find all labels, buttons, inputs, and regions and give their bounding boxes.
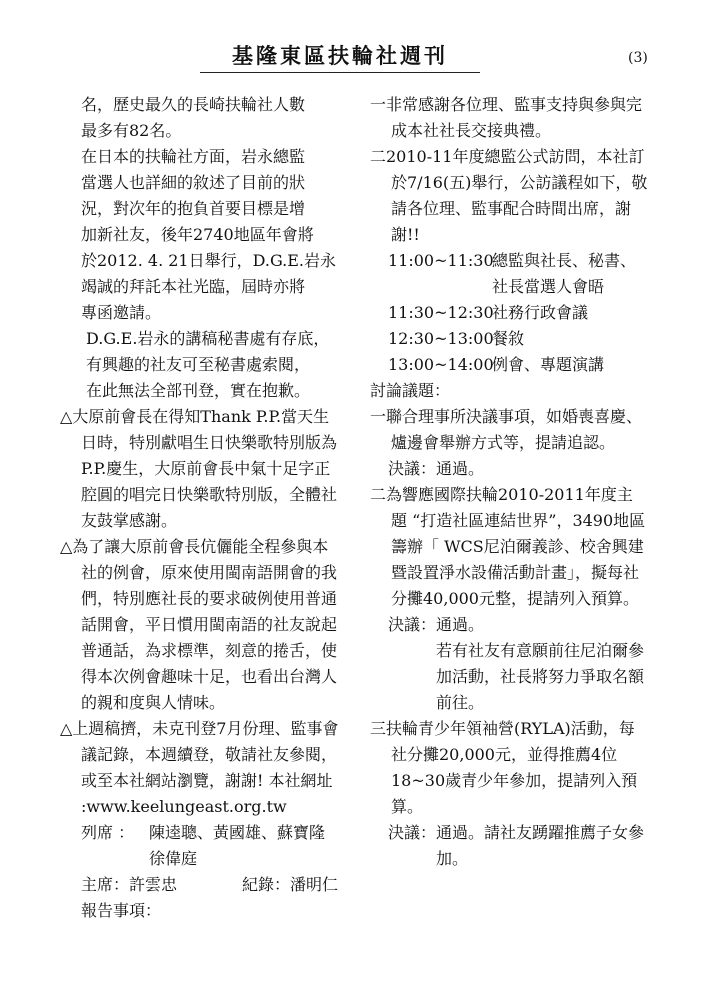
discussion-heading: 討論議題： xyxy=(370,381,451,400)
meeting-officers xyxy=(60,872,342,898)
text-line: 在此無法全部刊登，實在抱歉。 xyxy=(86,381,311,400)
attendees-label: 列席 ： xyxy=(81,823,135,842)
left-column xyxy=(60,92,342,924)
resolution-2 xyxy=(370,612,648,638)
header-rule xyxy=(200,72,480,73)
attendees-line: 徐偉庭 xyxy=(149,849,198,868)
text-line: 況，對次年的抱負首要目標是增 xyxy=(81,199,306,218)
resolution-label: 決議： xyxy=(388,615,437,634)
schedule-event: 社務行政會議 xyxy=(492,303,589,322)
attendees-list xyxy=(149,820,325,872)
news-item-mandarin-meeting: △為了讓大原前會長伉儷能全程參與本社的例會，原來使用閩南語開會的我們，特別應社長的要求破例使用普通話開會，平日慣用閩南語的社友說起普通話，為求標準，刻意的捲舌，使得本次例會趣味十足，也看出台灣人的親和度與人情味。 xyxy=(60,537,338,712)
recorder: 紀錄：潘明仁 xyxy=(241,875,338,894)
chairperson: 主席：許雲忠 xyxy=(81,875,178,894)
schedule-row xyxy=(370,326,648,352)
page-number: (3) xyxy=(628,50,648,66)
resolution-text: 通過。請社友踴躍推薦子女參加。 xyxy=(436,823,645,868)
attendees-line: 陳逵聰、黃國雄、蘇寶隆 xyxy=(149,823,326,842)
resolution-label: 決議： xyxy=(388,823,437,842)
schedule-event: 例會、專題演講 xyxy=(492,355,605,374)
resolution-text: 通過。 xyxy=(436,615,485,634)
attendees xyxy=(60,820,342,872)
schedule-time: 13:00~14:00 xyxy=(388,355,494,374)
text-line: 最多有82名。 xyxy=(81,121,182,140)
schedule-time: 11:00~11:30 xyxy=(388,251,494,270)
text-line: D.G.E.岩永的講稿秘書處有存底， xyxy=(86,329,330,348)
paragraph-speech-copy xyxy=(60,326,342,404)
text-line: 專函邀請。 xyxy=(81,303,162,322)
report-item-2: 二2010-11年度總監公式訪問，本社訂於7/16(五)舉行，公訪議程如下，敬請各位理、監事配合時間出席，謝謝!! xyxy=(370,147,648,244)
text-line: 加新社友，後年2740地區年會將 xyxy=(81,225,314,244)
news-item-birthday-song: △大原前會長在得知Thank P.P.當天生日時，特別獻唱生日快樂歌特別版為P.P.慶生，大原前會長中氣十足字正腔圓的唱完日快樂歌特別版，全體社友鼓掌感謝。 xyxy=(60,407,338,530)
resolution-label: 決議： xyxy=(388,459,437,478)
news-item-board-minutes: △上週稿擠，未克刊登7月份理、監事會議記錄，本週續登，敬請社友參閱，或至本社網站瀏覽，謝謝! 本社網址 :www.keelungeast.org.tw xyxy=(60,719,339,816)
schedule-event: 總監與社長、秘書、社長當選人會晤 xyxy=(492,251,637,296)
text-line: 在日本的扶輪社方面，岩永總監 xyxy=(81,147,306,166)
resolution-3 xyxy=(370,820,648,872)
newsletter-title: 基隆東區扶輪社週刊 xyxy=(232,43,448,68)
schedule-time: 11:30~12:30 xyxy=(388,303,494,322)
discussion-item-3: 三扶輪青少年領袖營(RYLA)活動，每社分攤20,000元，並得推薦4位18~30歲青少年參加，提請列入預算。 xyxy=(370,719,638,816)
schedule-row xyxy=(370,248,648,300)
text-line: 名，歷史最久的長崎扶輪社人數 xyxy=(81,95,306,114)
report-item-1: 一非常感謝各位理、監事支持與參與完成本社社長交接典禮。 xyxy=(370,95,643,140)
visit-schedule xyxy=(370,248,648,378)
right-column xyxy=(370,92,648,872)
text-line: 當選人也詳細的敘述了目前的狀 xyxy=(81,173,306,192)
resolution-2-note: 若有社友有意願前往尼泊爾參加活動，社長將努力爭取名額前往。 xyxy=(436,641,645,712)
discussion-item-2: 二為響應國際扶輪2010-2011年度主題 “打造社區連結世界”，3490地區籌辦「 WCS尼泊爾義診、校舍興建暨設置淨水設備活動計畫」，擬每社分攤40,000元整，提請列入預算。 xyxy=(370,485,646,608)
paragraph-japan-rotary xyxy=(60,144,342,326)
schedule-row xyxy=(370,352,648,378)
schedule-time: 12:30~13:00 xyxy=(388,329,494,348)
paragraph-continuation xyxy=(60,92,342,144)
resolution-text: 通過。 xyxy=(436,459,485,478)
discussion-item-1: 一聯合理事所決議事項，如婚喪喜慶、爐邊會舉辦方式等，提請追認。 xyxy=(370,407,643,452)
schedule-row xyxy=(370,300,648,326)
report-items-heading: 報告事項： xyxy=(81,901,162,920)
text-line: 於2012. 4. 21日舉行，D.G.E.岩永 xyxy=(81,251,337,270)
resolution-1 xyxy=(370,456,648,482)
text-line: 竭誠的拜託本社光臨，屆時亦將 xyxy=(81,277,306,296)
text-line: 有興趣的社友可至秘書處索閱， xyxy=(86,355,311,374)
schedule-event: 餐敘 xyxy=(492,329,525,348)
